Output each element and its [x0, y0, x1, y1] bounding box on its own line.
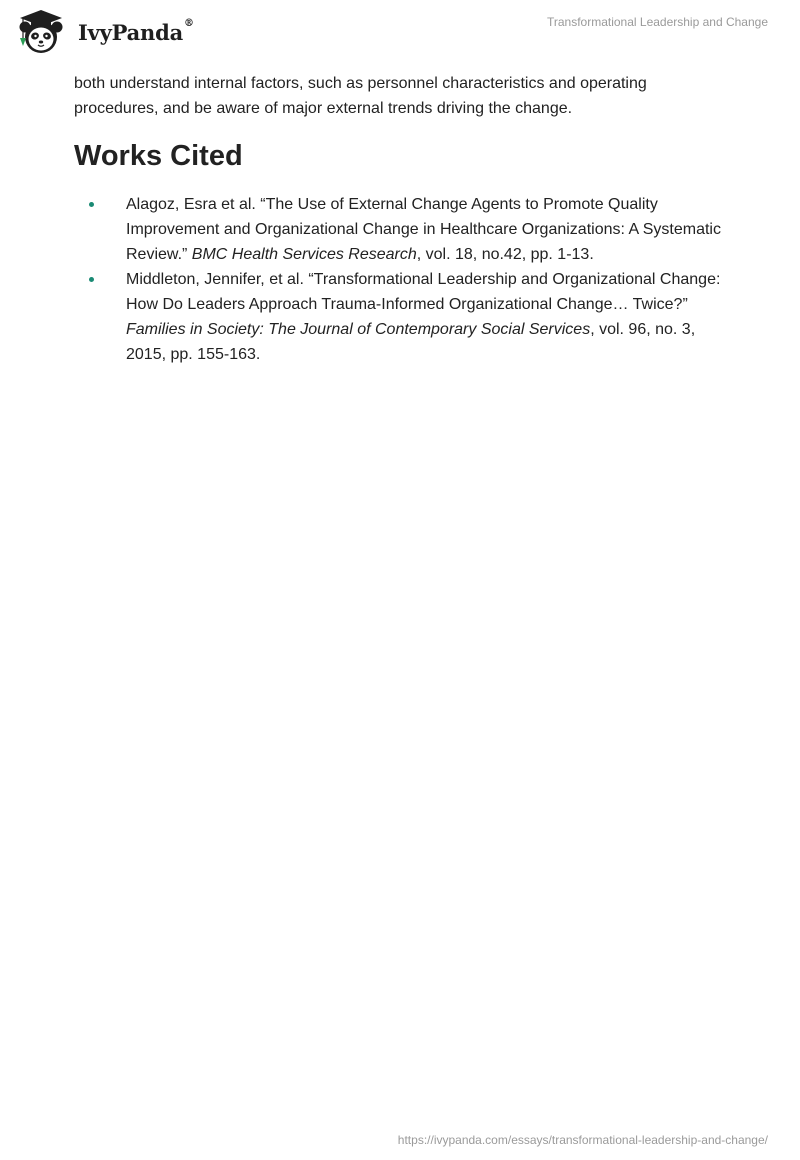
citation-journal: Families in Society: The Journal of Contemporary Social Services: [126, 321, 591, 338]
citation-text: Alagoz, Esra et al. “The Use of External Change Agents to Promote Quality Improvement and Organizational Change in Healthcare Organizations: A Systematic Review.”: [126, 196, 721, 263]
body-paragraph: both understand internal factors, such as personnel characteristics and operating procedures, and be aware of major external trends driving the change.: [74, 75, 647, 117]
ivypanda-logo[interactable]: [14, 8, 194, 56]
citation-entry: [74, 267, 734, 367]
bullet-icon: [89, 277, 94, 282]
citation-details: , vol. 18, no.42, pp. 1-13.: [416, 246, 594, 263]
source-url[interactable]: https://ivypanda.com/essays/transformational-leadership-and-change/: [397, 1133, 768, 1147]
citation-journal: BMC Health Services Research: [191, 246, 417, 263]
registered-mark: ®: [184, 17, 194, 29]
citation-entry: [74, 192, 734, 267]
brand-name: IvyPanda®: [78, 17, 194, 45]
citation-details: , vol. 96, no. 3, 2015, pp. 155-163.: [126, 321, 696, 363]
page-header: [0, 0, 800, 60]
citation-text: Middleton, Jennifer, et al. “Transformational Leadership and Organizational Change: How Do Leaders Approach Trauma-Informed Organizational Change… Twice?”: [126, 271, 721, 313]
works-cited-list: [74, 192, 734, 367]
works-cited-heading: Works Cited: [74, 140, 243, 172]
document-body: [74, 71, 734, 367]
bullet-icon: [89, 202, 94, 207]
running-title: Transformational Leadership and Change: [546, 15, 768, 29]
panda-graduation-cap-icon: [14, 8, 72, 56]
